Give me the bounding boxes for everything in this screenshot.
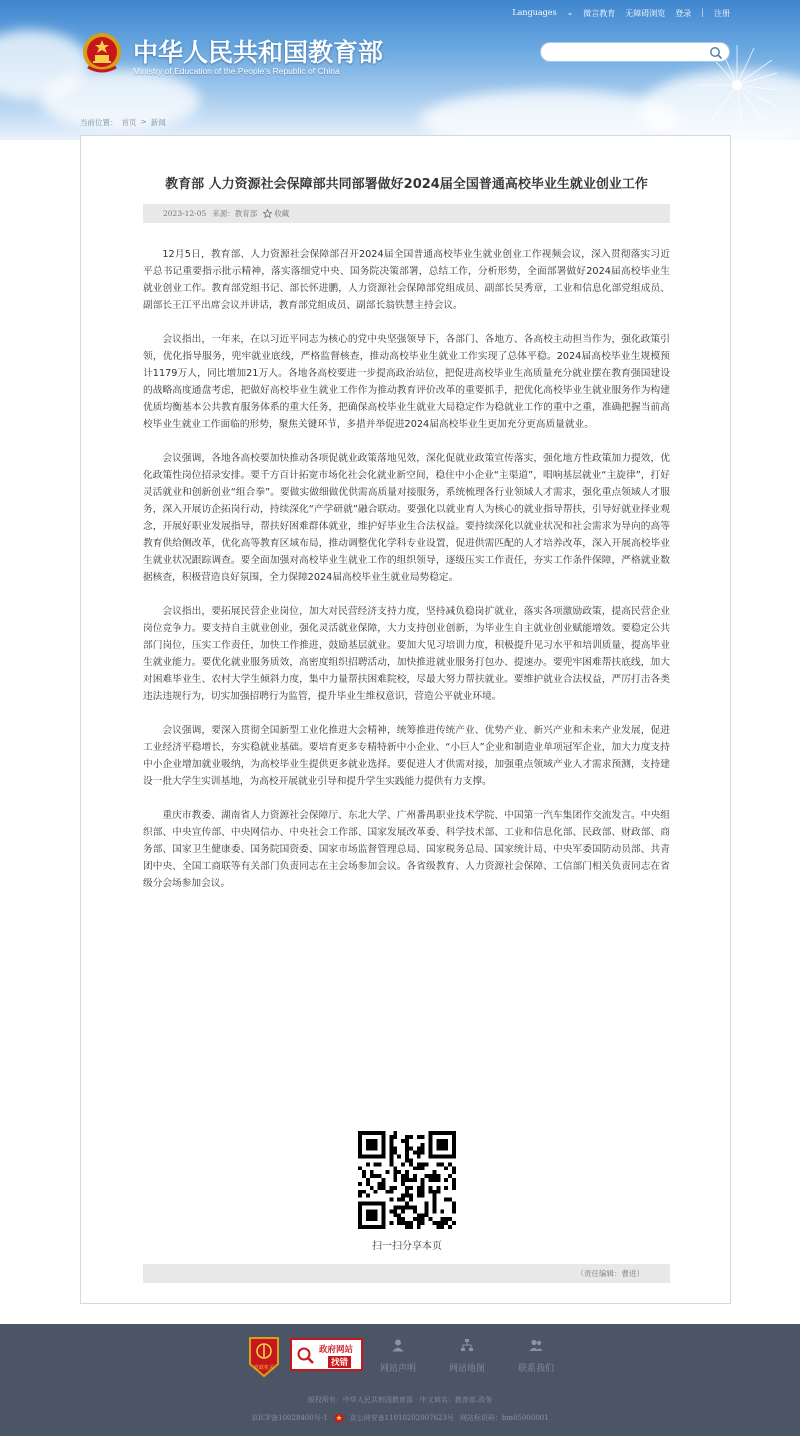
footer-copyright: 版权所有：中华人民共和国教育部 中文域名：教育部.政务 bbox=[307, 1396, 493, 1404]
register-link[interactable]: 注册 bbox=[714, 9, 730, 18]
site-title[interactable]: 中华人民共和国教育部 bbox=[133, 38, 384, 67]
breadcrumb-home[interactable]: 首页 bbox=[121, 118, 137, 127]
article-panel bbox=[80, 135, 731, 1304]
breadcrumb-current[interactable]: 新闻 bbox=[150, 118, 166, 127]
gov-badge-line2: 找错 bbox=[328, 1356, 351, 1368]
favorite-label: 收藏 bbox=[274, 209, 290, 218]
footer-link-statement[interactable] bbox=[368, 1338, 428, 1375]
police-record-link[interactable]: 京公网安备11010202007623号 bbox=[349, 1414, 454, 1422]
share-qr-block bbox=[357, 1131, 457, 1252]
footer-registration bbox=[0, 1413, 800, 1423]
footer-link-label: 网站地图 bbox=[448, 1364, 485, 1374]
site-subtitle: Ministry of Education of the People's Republic of China bbox=[133, 66, 340, 76]
site-footer bbox=[0, 1324, 800, 1436]
chevron-down-icon[interactable]: ⌄ bbox=[566, 8, 574, 17]
sitemap-icon bbox=[460, 1338, 474, 1352]
accessibility-link[interactable]: 无障碍浏览 bbox=[625, 9, 666, 18]
article-paragraph: 会议强调，要深入贯彻全国新型工业化推进大会精神，统筹推进传统产业、优势产业、新兴产业和未来产业发展，促进工业经济平稳增长，夯实稳就业基础。要培育更多专精特新中小企业、“小巨人”企业和制造业单项冠军企业，加大力度支持中小企业增加就业吸纳，为高校毕业生提供更多就业选择。要促进人才供需对接，加强重点领域产业人才需求预测，支持建设一批大学生实训基地，为高校开展就业引导和提升学生实践能力提供有力支撑。 bbox=[143, 725, 670, 787]
top-links bbox=[512, 8, 730, 19]
article-paragraph: 重庆市教委、湖南省人力资源社会保障厅、东北大学、广州番禺职业技术学院、中国第一汽车集团作交流发言。中央组织部、中央宣传部、中央网信办、中央社会工作部、国家发展改革委、科学技术部、工业和信息化部、民政部、财政部、商务部、国家卫生健康委、国务院国资委、国家市场监督管理总局、国家税务总局、国家统计局、中央军委国防动员部、共青团中央、全国工商联等有关部门负责同志在主会场参加会议。各省级教育、人力资源社会保障、工信部门相关负责同志在省级分会场参加会议。 bbox=[143, 810, 670, 889]
breadcrumb-separator: > bbox=[140, 117, 147, 126]
star-icon bbox=[263, 209, 272, 218]
favorite-button[interactable] bbox=[263, 208, 289, 219]
login-link[interactable]: 登录 bbox=[675, 9, 692, 18]
article-source: 来源：教育部 bbox=[212, 209, 258, 218]
national-emblem-icon bbox=[80, 31, 124, 75]
gov-site-error-report-badge[interactable] bbox=[290, 1338, 363, 1371]
article-paragraph: 会议指出，要拓展民营企业岗位，加大对民营经济支持力度，坚持减负稳岗扩就业，落实各项激励政策，提高民营企业岗位竞争力。要支持自主就业创业，强化灵活就业保障，大力支持创业创新，为毕业生自主就业创业赋能增效。要稳定公共部门岗位，压实工作责任，加快工作推进，鼓励基层就业。要加大见习培训力度，积极提升见习水平和培训质量，提高毕业生就业能力。要优化就业服务质效，高密度组织招聘活动，加快推进就业服务打包办、提速办。要兜牢困难帮扶底线，加大对困难毕业生、农村大学生倾斜力度，集中力量帮扶困难院校，尽最大努力帮扶就业。要维护就业合法权益，严厉打击各类违法违规行为，切实加强招聘行为监管，提升毕业生维权意识，营造公平就业环境。 bbox=[143, 606, 670, 702]
article-body bbox=[143, 246, 670, 909]
footer-link-sitemap[interactable] bbox=[437, 1338, 497, 1375]
weibo-link[interactable]: 微言教育 bbox=[583, 9, 616, 18]
party-government-badge-icon[interactable] bbox=[247, 1336, 281, 1378]
editor-bar bbox=[143, 1264, 670, 1283]
search-input[interactable] bbox=[540, 42, 730, 62]
article-title: 教育部 人力资源社会保障部共同部署做好2024届全国普通高校毕业生就业创业工作 bbox=[165, 177, 648, 192]
magnifier-icon bbox=[296, 1346, 316, 1366]
link-separator: | bbox=[701, 8, 704, 17]
footer-link-contact[interactable] bbox=[506, 1338, 566, 1375]
search-icon[interactable] bbox=[709, 46, 723, 60]
article-paragraph: 会议指出，一年来，在以习近平同志为核心的党中央坚强领导下，各部门、各地方、各高校主动担当作为，强化政策引领，优化指导服务，兜牢就业底线，严格监督核查，推动高校毕业生就业工作实现了总体平稳。2024届高校毕业生规模预计1179万人，同比增加21万人。各地各高校要进一步提高政治站位，把促进高校毕业生高质量充分就业摆在教育强国建设的战略高度通盘考虑，把做好高校毕业生就业工作作为推动教育评价改革的重要抓手，把优化高校毕业生就业服务作为构建优质均衡基本公共教育服务体系的重大任务，把确保高校毕业生就业大局稳定作为稳就业工作的重中之重，准确把握当前高校毕业生就业工作面临的形势，聚焦关键环节，多措并举促进2024届高校毕业生更加充分更高质量就业。 bbox=[143, 334, 670, 430]
article-meta bbox=[143, 204, 670, 223]
breadcrumb bbox=[80, 117, 166, 128]
breadcrumb-label: 当前位置： bbox=[80, 118, 118, 127]
user-icon bbox=[391, 1338, 405, 1352]
police-badge-icon bbox=[334, 1413, 344, 1423]
article-paragraph: 会议强调，各地各高校要加快推动各项促就业政策落地见效，深化促就业政策宣传落实，强化地方性政策加力提效，优化政策性岗位招录安排。要千方百计拓宽市场化社会化就业新空间，稳住中小企业“主渠道”，唱响基层就业“主旋律”，打好灵活就业和创新创业“组合拳”。要做实做细做优供需高质量对接服务，系统梳理各行业领域人才需求，强化重点领域人才服务，深入开展访企拓岗行动，持续深化“产学研就”融合联动。要强化以就业育人为核心的就业指导帮扶，引导好就业择业观念，开展好职业发展指导，帮扶好困难群体就业，维护好毕业生合法权益。要持续深化以就业状况和社会需求为导向的高等教育供给侧改革，优化高等教育区域布局，推动调整优化学科专业设置，促进供需匹配的人才培养改革，深入开展高校毕业生就业状况跟踪调查。要全面加强对高校毕业生就业工作的组织领导，逐级压实工作责任，夯实工作条件保障，严格就业数据核查，积极营造良好氛围，全力保障2024届高校毕业生就业局势稳定。 bbox=[143, 453, 670, 583]
footer-link-label: 网站声明 bbox=[379, 1364, 416, 1374]
article-paragraph: 12月5日，教育部、人力资源社会保障部召开2024届全国普通高校毕业生就业创业工作视频会议，深入贯彻落实习近平总书记重要指示批示精神，落实落细党中央、国务院决策部署，总结工作，分析形势，全面部署做好2024届高校毕业生就业创业工作。教育部党组书记、部长怀进鹏，人力资源社会保障部党组成员、副部长吴秀章，工业和信息化部党组成员、副部长王江平出席会议并讲话，教育部党组成员、副部长翁铁慧主持会议。 bbox=[143, 249, 670, 311]
qr-caption: 扫一扫分享本页 bbox=[372, 1241, 442, 1252]
article-editor: （责任编辑：曹进） bbox=[576, 1269, 644, 1278]
icp-link[interactable]: 京ICP备10028400号-1 bbox=[251, 1414, 328, 1422]
gov-badge-line1: 政府网站 bbox=[319, 1345, 354, 1355]
article-date: 2023-12-05 bbox=[163, 209, 207, 218]
contacts-icon bbox=[529, 1338, 543, 1352]
site-code: 网站标识码：bm05000001 bbox=[459, 1414, 549, 1422]
svg-text:党政机关: 党政机关 bbox=[253, 1365, 275, 1371]
footer-link-label: 联系我们 bbox=[517, 1364, 554, 1374]
languages-link[interactable]: Languages bbox=[512, 8, 557, 17]
site-header bbox=[0, 0, 800, 140]
qr-code bbox=[358, 1131, 456, 1229]
